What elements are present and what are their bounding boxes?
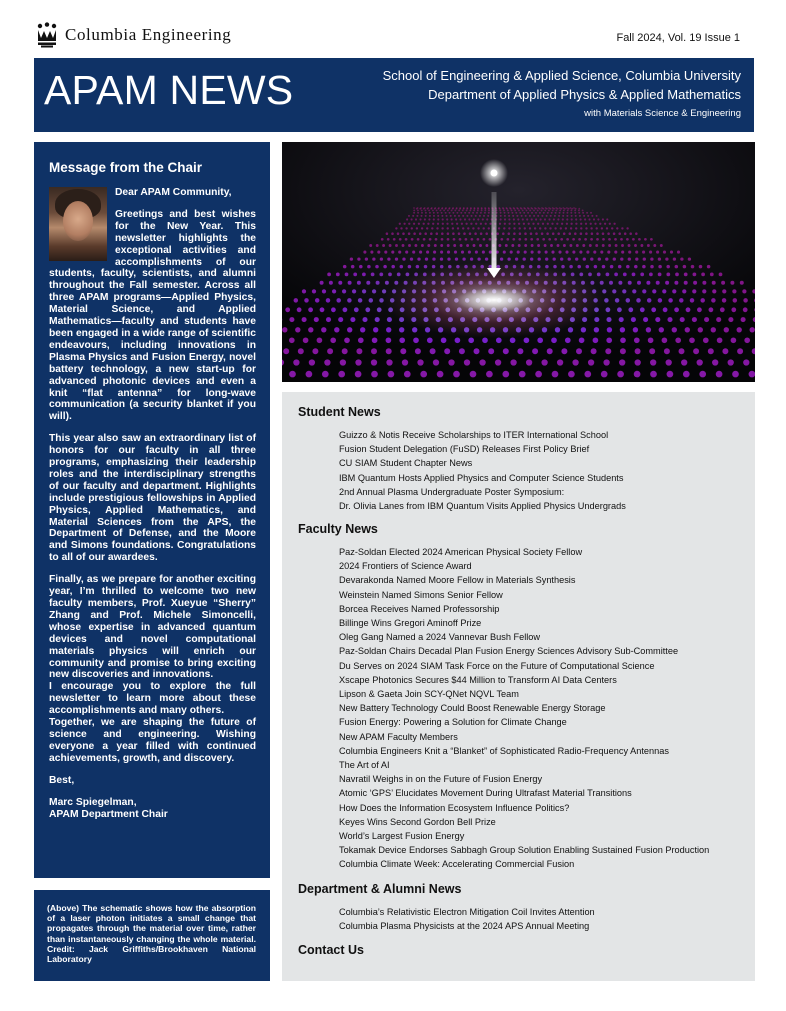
news-link[interactable]: Dr. Olivia Lanes from IBM Quantum Visits Applied Physics Undergrads [339,501,626,512]
news-link[interactable]: Paz-Soldan Elected 2024 American Physical Society Fellow [339,547,583,557]
news-link[interactable]: Columbia Climate Week: Accelerating Commercial Fusion [339,859,575,870]
news-index-panel [282,392,755,981]
chair-message-body [49,187,256,820]
department-news-heading[interactable]: Department & Alumni News [298,882,462,896]
atomic-lattice-graphic [282,142,755,382]
issue-label: Fall 2024, Vol. 19 Issue 1 [616,32,740,44]
title-banner [34,58,754,132]
paragraph-future: Together, we are shaping the future of science and engineering. Wishing everyone a year filled with continued achievements, growth, and discovery. [49,717,256,764]
news-link[interactable]: Atomic ‘GPS’ Elucidates Movement During Ultrafast Material Transitions [339,788,632,799]
news-link[interactable]: Columbia Engineers Knit a “Blanket” of Sophisticated Radio-Frequency Antennas [339,745,669,756]
news-link[interactable]: Fusion Energy: Powering a Solution for Climate Change [339,717,567,728]
chair-name: Marc Spiegelman, [49,796,137,808]
news-link[interactable]: The Art of AI [339,760,390,771]
news-link[interactable]: Lipson & Gaeta Join SCY-QNet NQVL Team [339,689,519,700]
news-link[interactable]: Xscape Photonics Secures $44 Million to Transform AI Data Centers [339,674,617,685]
school-line: School of Engineering & Applied Science, Columbia University [382,68,741,83]
news-link[interactable]: 2nd Annual Plasma Undergraduate Poster Symposium: [339,486,565,497]
news-link[interactable]: Du Serves on 2024 SIAM Task Force on the Future of Computational Science [339,660,655,671]
news-link[interactable]: Keyes Wins Second Gordon Bell Prize [339,816,496,827]
news-link[interactable]: Columbia’s Relativistic Electron Mitigation Coil Invites Attention [339,907,595,917]
logo-text: Columbia Engineering [65,25,232,44]
hero-illustration [282,142,755,382]
news-link[interactable]: World’s Largest Fusion Energy [339,831,465,842]
news-link[interactable]: New Battery Technology Could Boost Renewable Energy Storage [339,703,606,714]
faculty-news-list [339,545,709,872]
news-link[interactable]: IBM Quantum Hosts Applied Physics and Computer Science Students [339,472,624,483]
chair-message-panel [34,142,270,878]
paragraph-new-faculty: Finally, as we prepare for another exciting year, I’m thrilled to welcome two new faculty members, Prof. Xueyue “Sherry” Zhang and Prof. Michele Simoncelli, whose expertise in advanced quantum devices and novel computational materials physics will enrich our community and promise to bring exciting new discoveries and innovations. [49,574,256,681]
paragraph-honors: This year also saw an extraordinary list of honors for our faculty in all three programs, emphasizing their leadership roles and the interdisciplinary strengths of our faculty and department. Highlights include prestigious fellowships in Applied Physics, Applied Mathematics, and Material Sciences from the APS, the Department of Defense, and the Moore and Simons foundations. Congratulations to all of our awardees. [49,433,256,564]
chair-title: APAM Department Chair [49,808,168,820]
chair-message-heading: Message from the Chair [49,160,203,175]
news-link[interactable]: 2024 Frontiers of Science Award [339,561,472,572]
news-link[interactable]: How Does the Information Ecosystem Influence Politics? [339,802,570,813]
crown-icon [36,22,58,48]
faculty-news-heading[interactable]: Faculty News [298,522,378,536]
news-link[interactable]: Devarakonda Named Moore Fellow in Materials Synthesis [339,575,576,586]
newsletter-title: APAM NEWS [44,67,294,113]
news-link[interactable]: Navratil Weighs in on the Future of Fusion Energy [339,774,543,785]
department-line: Department of Applied Physics & Applied Mathematics [428,87,741,102]
program-line: with Materials Science & Engineering [584,108,741,119]
department-news-list [339,905,595,933]
student-news-heading[interactable]: Student News [298,405,381,419]
news-link[interactable]: Guizzo & Notis Receive Scholarships to ITER International School [339,430,609,440]
news-link[interactable]: Billinge Wins Gregori Aminoff Prize [339,618,482,629]
news-link[interactable]: Columbia Plasma Physicists at the 2024 APS Annual Meeting [339,921,590,932]
news-link[interactable]: Borcea Receives Named Professorship [339,603,500,614]
news-link[interactable]: CU SIAM Student Chapter News [339,458,473,469]
news-link[interactable]: Fusion Student Delegation (FuSD) Releases First Policy Brief [339,444,590,455]
news-link[interactable]: Oleg Gang Named a 2024 Vannevar Bush Fellow [339,632,541,643]
student-news-list [339,428,626,513]
image-caption: (Above) The schematic shows how the absorption of a laser photon initiates a small change that propagates through the material over time, rather than instantaneously changing the whole material. Credit: Jack Griffiths/Brookhaven National Laboratory [34,890,270,981]
closing: Best, [49,774,75,786]
chair-portrait [49,187,107,261]
news-link[interactable]: Paz-Soldan Chairs Decadal Plan Fusion Energy Sciences Advisory Sub-Committee [339,646,679,657]
columbia-engineering-logo[interactable] [36,22,231,48]
news-link[interactable]: Weinstein Named Simons Senior Fellow [339,589,503,600]
news-link[interactable]: Tokamak Device Endorses Sabbagh Group Solution Enabling Sustained Fusion Production [339,845,710,856]
contact-us-heading[interactable]: Contact Us [298,943,364,957]
paragraph-intro: Greetings and best wishes for the New Year. This newsletter highlights the exceptional activities and accomplishments of our students, faculty, scientists, and alumni throughout the Fall semester. Across all three APAM programs—Applied Physics, Material Science, and Applied Mathematics—faculty and students have been engaged in a wide range of scientific endeavours, including innovations in Plasma Physics and Fusion Energy, novel battery technology, a new start-up for advanced photonic devices and even a knit “flat antenna” for long-wave communication (a security blanket if you will). [49,208,256,423]
paragraph-encourage: I encourage you to explore the full newsletter to learn more about these accomplishments and many others. [49,681,256,717]
news-link[interactable]: New APAM Faculty Members [339,731,458,742]
greeting: Dear APAM Community, [115,187,232,198]
